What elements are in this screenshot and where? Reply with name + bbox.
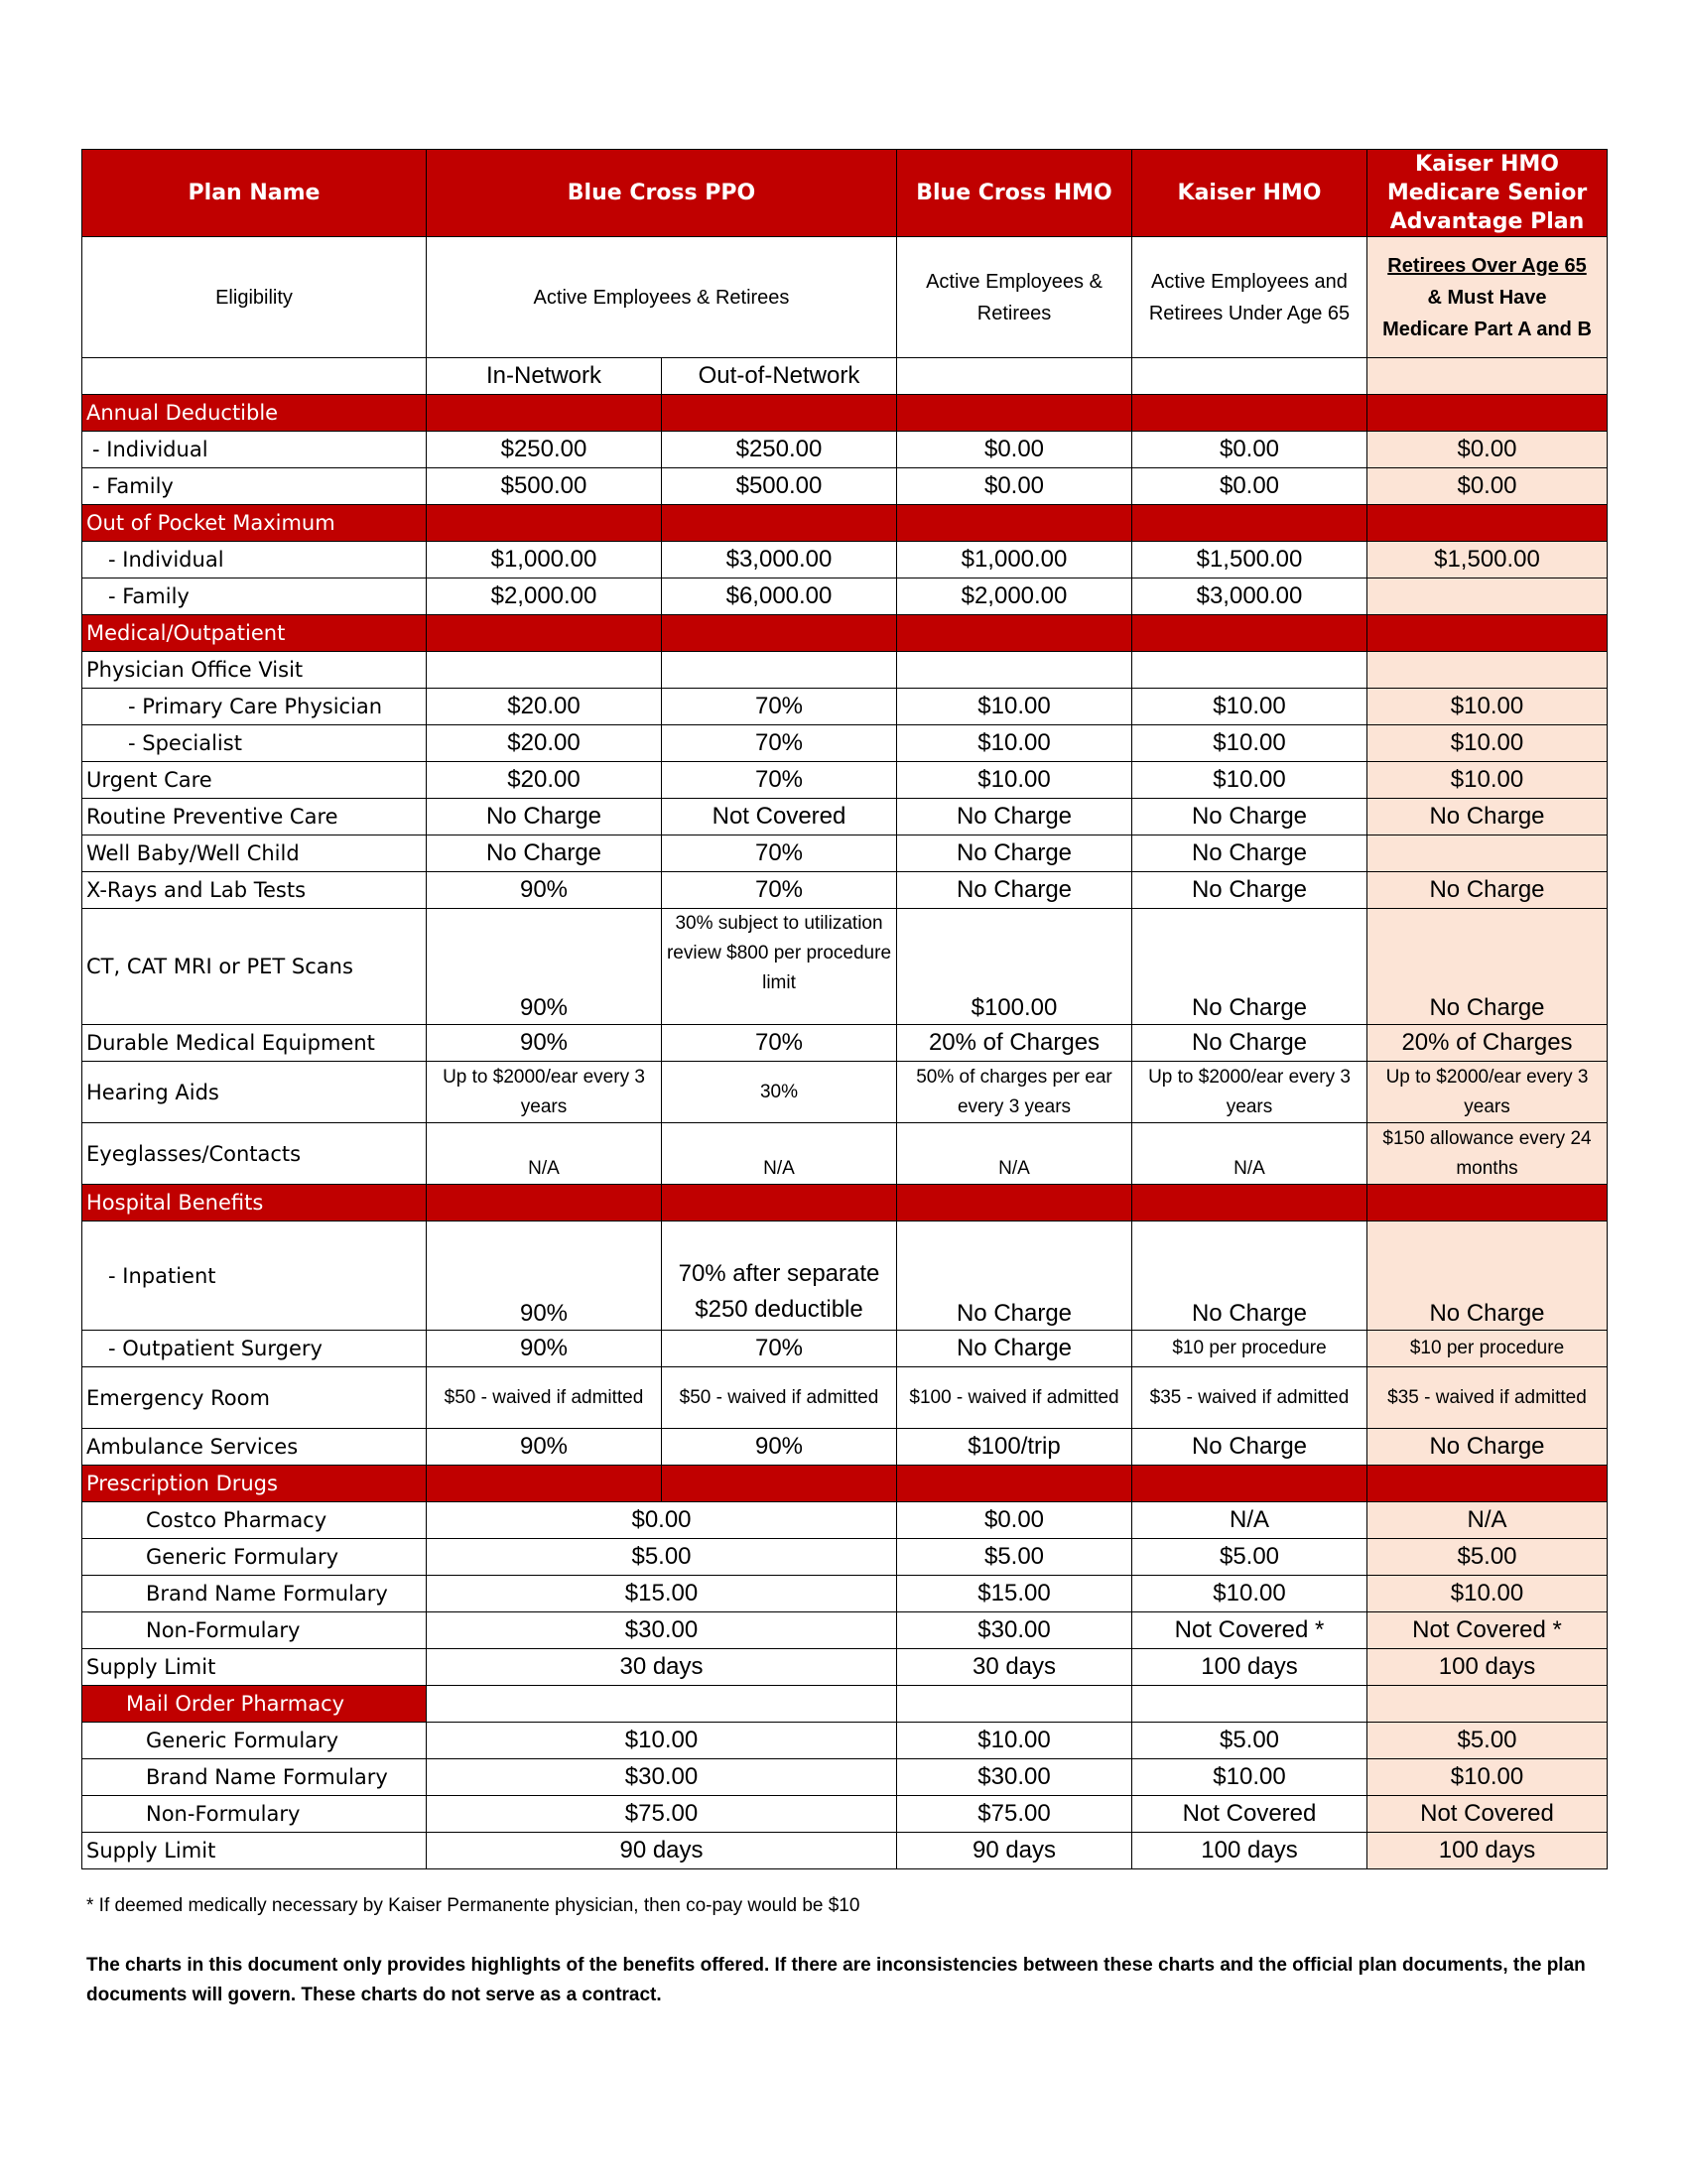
cell-value: $0.00	[1132, 468, 1367, 505]
cell-value: $30.00	[427, 1612, 897, 1649]
cell-value: $0.00	[897, 468, 1132, 505]
row-label: Generic Formulary	[82, 1723, 427, 1759]
row-label: Hearing Aids	[82, 1062, 427, 1123]
row-label: Durable Medical Equipment	[82, 1025, 427, 1062]
cell-value: No Charge	[1132, 799, 1367, 835]
cell-value: No Charge	[897, 835, 1132, 872]
cell-value: No Charge	[897, 872, 1132, 909]
kaiser-senior-header-line: Kaiser HMO	[1415, 152, 1559, 177]
row-label: - Outpatient Surgery	[82, 1331, 427, 1367]
table-row	[82, 1723, 1608, 1759]
cell-value: N/A	[1132, 1123, 1367, 1185]
plan-name-header: Plan Name	[82, 150, 427, 237]
table-row	[82, 1502, 1608, 1539]
cell-value: Up to $2000/ear every 3 years	[427, 1062, 662, 1123]
row-label: Costco Pharmacy	[82, 1502, 427, 1539]
cell-value: $10.00	[1132, 689, 1367, 725]
cell-value: 90%	[427, 1429, 662, 1466]
cell-value: $10 per procedure	[1367, 1331, 1608, 1367]
header-row	[82, 150, 1608, 237]
cell-value: No Charge	[1367, 1429, 1608, 1466]
section-mail-order	[82, 1686, 1608, 1723]
cell-value: 30% subject to utilization review $800 per procedure limit	[662, 909, 897, 1025]
cell-value: $5.00	[1132, 1539, 1367, 1576]
table-row	[82, 1429, 1608, 1466]
section-label: Hospital Benefits	[82, 1185, 427, 1221]
blank-cell	[897, 358, 1132, 395]
eligibility-senior	[1367, 237, 1608, 358]
kaiser-senior-header-line: Advantage Plan	[1389, 209, 1585, 234]
cell-value: $100/trip	[897, 1429, 1132, 1466]
section-medical	[82, 615, 1608, 652]
cell-value: Not Covered	[662, 799, 897, 835]
row-label: X-Rays and Lab Tests	[82, 872, 427, 909]
cell-value: $0.00	[1367, 432, 1608, 468]
cell-value: $100.00	[897, 909, 1132, 1025]
cell-value: $10.00	[1132, 762, 1367, 799]
kaiser-senior-header	[1367, 150, 1608, 237]
section-label: Medical/Outpatient	[82, 615, 427, 652]
row-label: - Primary Care Physician	[82, 689, 427, 725]
table-row	[82, 1331, 1608, 1367]
table-row	[82, 578, 1608, 615]
cell-value: $5.00	[1367, 1539, 1608, 1576]
eligibility-line: Retirees Over Age 65	[1387, 254, 1587, 277]
cell-value: $75.00	[427, 1796, 897, 1833]
cell-value: $10.00	[1367, 689, 1608, 725]
cell-value: $30.00	[897, 1759, 1132, 1796]
row-label: - Family	[82, 468, 427, 505]
cell-value: $1,500.00	[1132, 542, 1367, 578]
cell-value: No Charge	[897, 1221, 1132, 1331]
row-label: Brand Name Formulary	[82, 1759, 427, 1796]
cell-value: 90%	[427, 872, 662, 909]
row-label: Physician Office Visit	[82, 652, 427, 689]
cell-value: $10.00	[1132, 1759, 1367, 1796]
cell-value: $500.00	[427, 468, 662, 505]
cell-value: 70%	[662, 725, 897, 762]
cell-value: $35 - waived if admitted	[1132, 1367, 1367, 1429]
cell-value: $1,000.00	[897, 542, 1132, 578]
cell-value: 100 days	[1132, 1649, 1367, 1686]
cell-value: $35 - waived if admitted	[1367, 1367, 1608, 1429]
cell-value: No Charge	[1367, 872, 1608, 909]
eligibility-line: Active Employees &	[926, 270, 1103, 293]
eligibility-line: Retirees	[976, 302, 1052, 324]
table-row	[82, 1649, 1608, 1686]
cell-value: No Charge	[1132, 909, 1367, 1025]
table-row	[82, 799, 1608, 835]
row-label: - Family	[82, 578, 427, 615]
row-label: CT, CAT MRI or PET Scans	[82, 909, 427, 1025]
cell-value: 30 days	[897, 1649, 1132, 1686]
section-label: Annual Deductible	[82, 395, 427, 432]
cell-value: No Charge	[1367, 1221, 1608, 1331]
cell-value: $10.00	[1132, 725, 1367, 762]
cell-value: $10.00	[897, 725, 1132, 762]
cell-value: $6,000.00	[662, 578, 897, 615]
cell-value: $50 - waived if admitted	[427, 1367, 662, 1429]
cell-value: $150 allowance every 24 months	[1367, 1123, 1608, 1185]
cell-value: $10.00	[897, 762, 1132, 799]
benefits-table	[81, 149, 1608, 1869]
cell-value: $250.00	[662, 432, 897, 468]
network-row	[82, 358, 1608, 395]
cell-value: No Charge	[1132, 835, 1367, 872]
cell-value: $15.00	[427, 1576, 897, 1612]
cell-value	[1367, 578, 1608, 615]
cell-value: 30 days	[427, 1649, 897, 1686]
kaiser-senior-header-line: Medicare Senior	[1386, 181, 1588, 205]
eligibility-line: & Must Have	[1427, 286, 1547, 309]
table-row	[82, 835, 1608, 872]
cell-value: 90%	[427, 909, 662, 1025]
cell-value: 20% of Charges	[1367, 1025, 1608, 1062]
out-of-network-header: Out-of-Network	[662, 358, 897, 395]
eligibility-line: Retirees Under Age 65	[1148, 302, 1351, 324]
cell-value: N/A	[1132, 1502, 1367, 1539]
eligibility-line: Medicare Part A and B	[1382, 318, 1592, 340]
cell-value: No Charge	[1132, 1221, 1367, 1331]
cell-value: $1,000.00	[427, 542, 662, 578]
cell-value: $50 - waived if admitted	[662, 1367, 897, 1429]
cell-value: $20.00	[427, 689, 662, 725]
row-label: Eyeglasses/Contacts	[82, 1123, 427, 1185]
cell-value: $0.00	[1367, 468, 1608, 505]
table-row	[82, 689, 1608, 725]
cell-value: $30.00	[897, 1612, 1132, 1649]
cell-value: 90%	[427, 1331, 662, 1367]
cell-value: No Charge	[1132, 872, 1367, 909]
cell-value: $10.00	[1367, 725, 1608, 762]
table-row	[82, 432, 1608, 468]
cell-value: Not Covered *	[1367, 1612, 1608, 1649]
section-label: Prescription Drugs	[82, 1466, 427, 1502]
cell-value: No Charge	[1367, 909, 1608, 1025]
cell-value: N/A	[897, 1123, 1132, 1185]
row-label: - Individual	[82, 432, 427, 468]
cell-value: $500.00	[662, 468, 897, 505]
eligibility-row	[82, 237, 1608, 358]
table-row	[82, 725, 1608, 762]
table-row	[82, 1833, 1608, 1869]
cell-value: $10.00	[1367, 1759, 1608, 1796]
cell-value: 90 days	[897, 1833, 1132, 1869]
cell-value: 70%	[662, 872, 897, 909]
cell-value: $10.00	[1367, 1576, 1608, 1612]
in-network-header: In-Network	[427, 358, 662, 395]
cell-value: $100 - waived if admitted	[897, 1367, 1132, 1429]
table-row	[82, 1025, 1608, 1062]
blank-cell	[82, 358, 427, 395]
eligibility-line: Active Employees and	[1151, 270, 1348, 293]
table-row	[82, 1123, 1608, 1185]
table-row	[82, 542, 1608, 578]
table-row	[82, 1221, 1608, 1331]
row-label: - Specialist	[82, 725, 427, 762]
disclaimer: The charts in this document only provides highlights of the benefits offered. If there are inconsistencies between these charts and the official plan documents, the plan documents will govern. These charts do not serve as a contract.	[86, 1955, 1586, 2005]
cell-value: 90%	[662, 1429, 897, 1466]
section-annual-deductible	[82, 395, 1608, 432]
cell-value: N/A	[427, 1123, 662, 1185]
row-label: Non-Formulary	[82, 1612, 427, 1649]
table-row	[82, 1796, 1608, 1833]
cell-value: Not Covered	[1367, 1796, 1608, 1833]
section-label: Out of Pocket Maximum	[82, 505, 427, 542]
row-label: Routine Preventive Care	[82, 799, 427, 835]
cell-value: No Charge	[1132, 1025, 1367, 1062]
row-label: - Individual	[82, 542, 427, 578]
cell-value: No Charge	[427, 799, 662, 835]
cell-value: $2,000.00	[427, 578, 662, 615]
section-hospital	[82, 1185, 1608, 1221]
table-row	[82, 1367, 1608, 1429]
table-row	[82, 1539, 1608, 1576]
table-row	[82, 1576, 1608, 1612]
table-row	[82, 762, 1608, 799]
cell-value: Not Covered *	[1132, 1612, 1367, 1649]
eligibility-label: Eligibility	[82, 237, 427, 358]
blank-cell	[1132, 358, 1367, 395]
cell-value	[1367, 835, 1608, 872]
cell-value: $5.00	[1132, 1723, 1367, 1759]
cell-value: No Charge	[897, 799, 1132, 835]
cell-value: $20.00	[427, 725, 662, 762]
cell-value: $3,000.00	[662, 542, 897, 578]
row-label: Supply Limit	[82, 1649, 427, 1686]
blank-cell	[1367, 358, 1608, 395]
cell-value: Up to $2000/ear every 3 years	[1367, 1062, 1608, 1123]
row-label: Generic Formulary	[82, 1539, 427, 1576]
cell-value: No Charge	[897, 1331, 1132, 1367]
cell-value: 100 days	[1367, 1649, 1608, 1686]
cell-value: 70%	[662, 1025, 897, 1062]
section-rx	[82, 1466, 1608, 1502]
cell-value: $0.00	[1132, 432, 1367, 468]
cell-value: $30.00	[427, 1759, 897, 1796]
cell-value: Not Covered	[1132, 1796, 1367, 1833]
cell-value: $75.00	[897, 1796, 1132, 1833]
eligibility-kaiser	[1132, 237, 1367, 358]
cell-value: $5.00	[1367, 1723, 1608, 1759]
cell-value: 30%	[662, 1062, 897, 1123]
cell-value: $15.00	[897, 1576, 1132, 1612]
cell-value: 20% of Charges	[897, 1025, 1132, 1062]
row-label: Non-Formulary	[82, 1796, 427, 1833]
cell-value: Up to $2000/ear every 3 years	[1132, 1062, 1367, 1123]
table-row	[82, 872, 1608, 909]
section-label: Mail Order Pharmacy	[82, 1686, 427, 1723]
eligibility-bc-hmo	[897, 237, 1132, 358]
eligibility-ppo: Active Employees & Retirees	[427, 237, 897, 358]
cell-value: $5.00	[897, 1539, 1132, 1576]
cell-value: $3,000.00	[1132, 578, 1367, 615]
cell-value: $10.00	[1367, 762, 1608, 799]
cell-value: $250.00	[427, 432, 662, 468]
table-row	[82, 1062, 1608, 1123]
cell-value: No Charge	[1132, 1429, 1367, 1466]
cell-value: No Charge	[427, 835, 662, 872]
cell-value: No Charge	[1367, 799, 1608, 835]
cell-value: $0.00	[897, 432, 1132, 468]
cell-value: $1,500.00	[1367, 542, 1608, 578]
cell-value: $5.00	[427, 1539, 897, 1576]
cell-value: 70%	[662, 835, 897, 872]
row-label: Emergency Room	[82, 1367, 427, 1429]
cell-value: 90 days	[427, 1833, 897, 1869]
table-row	[82, 652, 1608, 689]
cell-value: 70% after separate $250 deductible	[662, 1221, 897, 1331]
cell-value: 100 days	[1367, 1833, 1608, 1869]
cell-value: $10.00	[1132, 1576, 1367, 1612]
cell-value: 100 days	[1132, 1833, 1367, 1869]
cell-value: $2,000.00	[897, 578, 1132, 615]
cell-value: 90%	[427, 1025, 662, 1062]
cell-value: 90%	[427, 1221, 662, 1331]
cell-value: $0.00	[897, 1502, 1132, 1539]
cell-value: N/A	[1367, 1502, 1608, 1539]
row-label: - Inpatient	[82, 1221, 427, 1331]
kaiser-hmo-header: Kaiser HMO	[1132, 150, 1367, 237]
cell-value: 70%	[662, 1331, 897, 1367]
cell-value: $10.00	[897, 1723, 1132, 1759]
blue-cross-hmo-header: Blue Cross HMO	[897, 150, 1132, 237]
row-label: Supply Limit	[82, 1833, 427, 1869]
cell-value: $10.00	[427, 1723, 897, 1759]
cell-value: $10.00	[897, 689, 1132, 725]
cell-value: N/A	[662, 1123, 897, 1185]
table-row	[82, 1612, 1608, 1649]
cell-value: 70%	[662, 689, 897, 725]
cell-value: $0.00	[427, 1502, 897, 1539]
cell-value: $10 per procedure	[1132, 1331, 1367, 1367]
row-label: Urgent Care	[82, 762, 427, 799]
row-label: Brand Name Formulary	[82, 1576, 427, 1612]
cell-value: 50% of charges per ear every 3 years	[897, 1062, 1132, 1123]
footnote: * If deemed medically necessary by Kaiser Permanente physician, then co-pay would be $10	[86, 1895, 860, 1916]
cell-value: 70%	[662, 762, 897, 799]
table-row	[82, 468, 1608, 505]
section-oop-max	[82, 505, 1608, 542]
blue-cross-ppo-header: Blue Cross PPO	[427, 150, 897, 237]
row-label: Well Baby/Well Child	[82, 835, 427, 872]
row-label: Ambulance Services	[82, 1429, 427, 1466]
cell-value: $20.00	[427, 762, 662, 799]
table-row	[82, 1759, 1608, 1796]
table-row	[82, 909, 1608, 1025]
